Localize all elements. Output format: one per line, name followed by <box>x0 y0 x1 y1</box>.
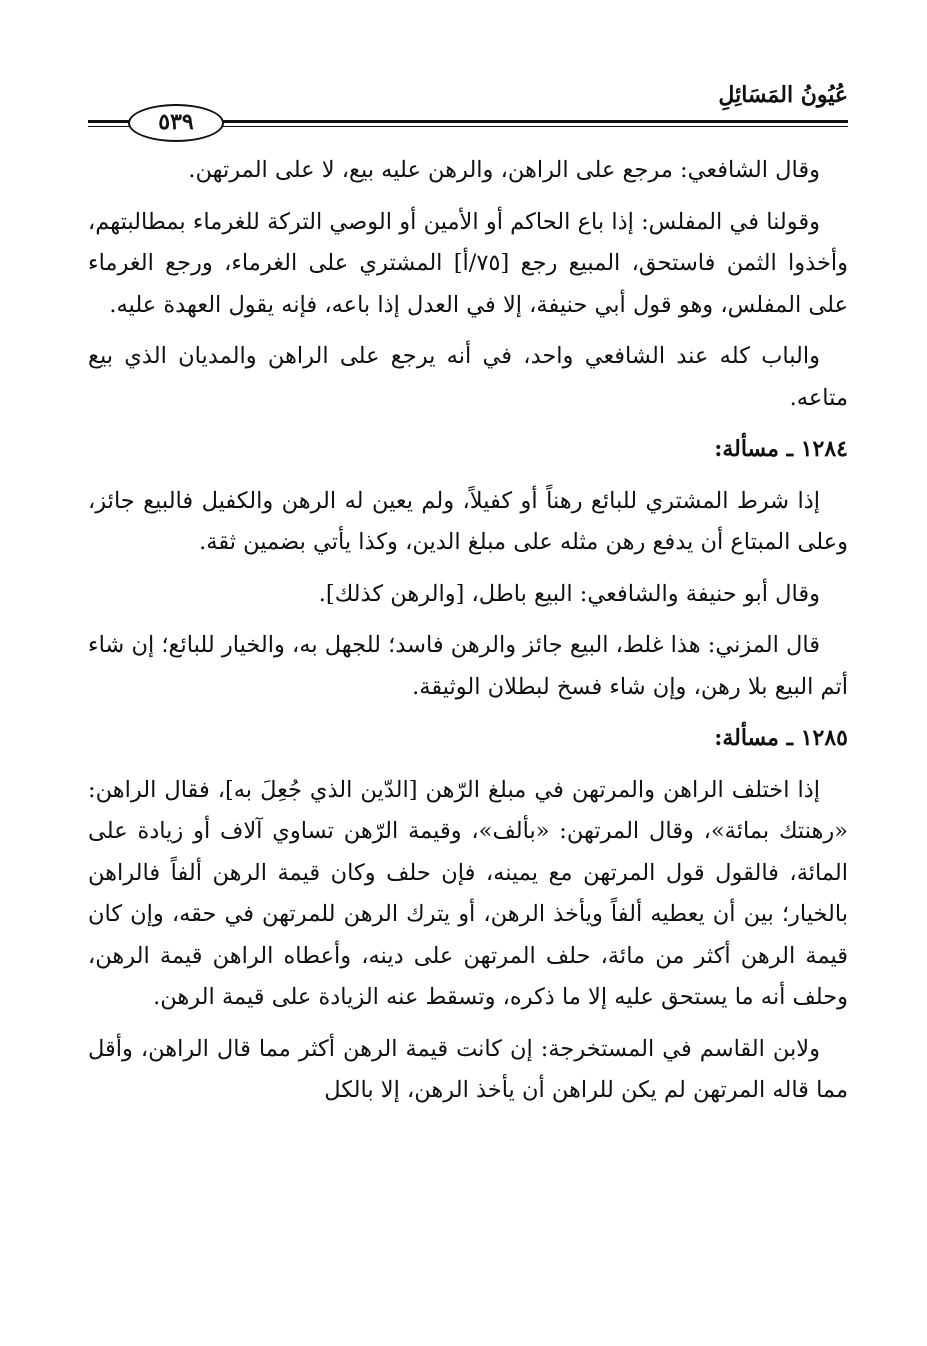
page-number: ٥٣٩ <box>128 104 224 142</box>
running-title: عُيُونُ المَسَائِلِ <box>718 82 848 108</box>
paragraph: والباب كله عند الشافعي واحد، في أنه يرجع على الراهن والمديان الذي بيع متاعه. <box>88 343 848 411</box>
issue-heading: ١٢٨٥ ـ مسألة: <box>714 725 848 751</box>
paragraph: إذا اختلف الراهن والمرتهن في مبلغ الرّهن [الدّين الذي جُعِلَ به]، فقال الراهن: «رهنتك بمائة»، وقال المرتهن: «بألف»، وقيمة الرّهن تساوي آلاف أو زيادة على المائة، فالقول قول المرتهن مع يمينه، فإن حلف وكان قيمة الرهن ألفاً فالراهن بالخيار؛ بين أن يعطيه ألفاً ويأخذ الرهن، أو يترك الرهن للمرتهن في حقه، وإن كان قيمة الرهن أكثر من مائة، حلف المرتهن على دينه، وأعطاه الراهن قيمة الرهن، وحلف أنه ما يستحق عليه إلا ما ذكره، وتسقط عنه الزيادة على قيمة الرهن. <box>88 776 848 1010</box>
paragraph: ولابن القاسم في المستخرجة: إن كانت قيمة الرهن أكثر مما قال الراهن، وأقل مما قاله المرتهن لم يكن للراهن أن يأخذ الرهن، إلا بالكل <box>88 1035 848 1103</box>
paragraph: وقولنا في المفلس: إذا باع الحاكم أو الأمين أو الوصي التركة للغرماء بمطالبتهم، وأخذوا الثمن فاستحق، المبيع رجع [٧٥/أ] المشتري على الغرماء، ورجع الغرماء على المفلس، وهو قول أبي حنيفة، إلا في العدل إذا باعه، فإنه يقول العهدة عليه. <box>88 208 848 318</box>
issue-heading: ١٢٨٤ ـ مسألة: <box>714 436 848 462</box>
page-body <box>88 150 848 1122</box>
paragraph: إذا شرط المشتري للبائع رهناً أو كفيلاً، ولم يعين له الرهن والكفيل فالبيع جائز، وعلى المبتاع أن يدفع رهن مثله على مبلغ الدين، وكذا يأتي بضمين ثقة. <box>88 487 848 555</box>
paragraph: قال المزني: هذا غلط، البيع جائز والرهن فاسد؛ للجهل به، والخيار للبائع؛ إن شاء أتم البيع بلا رهن، وإن شاء فسخ لبطلان الوثيقة. <box>88 632 848 700</box>
page-header <box>88 78 848 138</box>
paragraph: وقال الشافعي: مرجع على الراهن، والرهن عليه بيع، لا على المرتهن. <box>188 157 820 183</box>
paragraph: وقال أبو حنيفة والشافعي: البيع باطل، [والرهن كذلك]. <box>318 580 820 607</box>
